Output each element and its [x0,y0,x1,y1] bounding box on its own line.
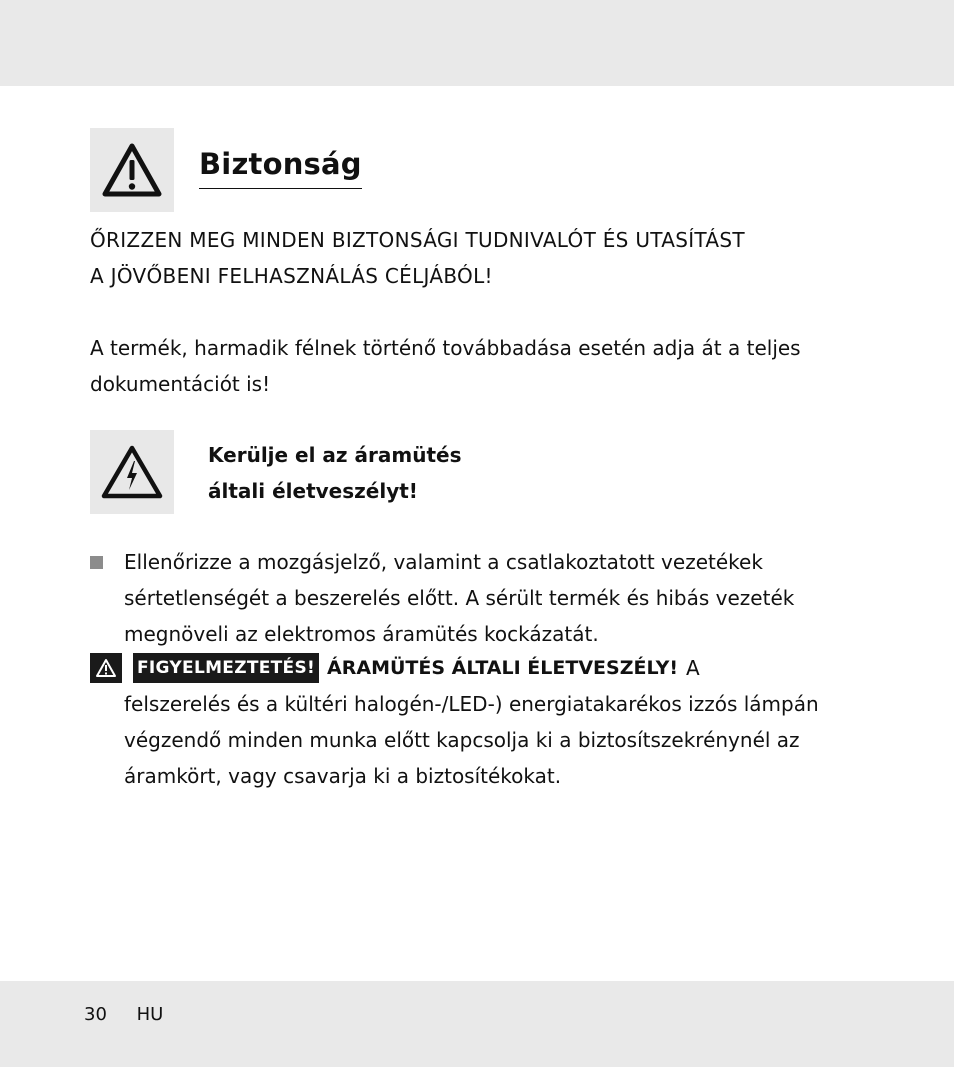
safety-notice [90,222,880,294]
warning-caps-text: ÁRAMÜTÉS ÁLTALI ÉLETVESZÉLY! [327,657,679,679]
bullet-square-icon [90,556,103,569]
warning-line: végzendő minden munka előtt kapcsolja ki a biztosítszekrénynél az [124,728,800,752]
warning-line: áramkört, vagy csavarja ki a biztosítékokat. [124,764,562,788]
language-code: HU [136,1004,164,1025]
paragraph-line: A termék, harmadik félnek történő továbbadása esetén adja át a teljes [90,336,801,360]
bullet-line: sértetlenségét a beszerelés előtt. A sérült termék és hibás vezeték [124,586,795,610]
bullet-text [124,544,880,652]
bullet-line: Ellenőrizze a mozgásjelző, valamint a csatlakoztatott vezetékek [124,550,763,574]
paragraph-line: dokumentációt is! [90,372,271,396]
warning-triangle-small-icon [90,653,122,683]
section-title: Biztonság [199,146,362,189]
warning-text-start: A [686,656,700,680]
handover-paragraph [90,330,880,402]
warning-label: FIGYELMEZTETÉS! [133,653,319,683]
electric-shock-icon [90,430,174,514]
shock-warning-line: Kerülje el az áramütés [208,443,462,467]
list-item [90,544,880,652]
top-band [0,0,954,86]
bullet-line: megnöveli az elektromos áramütés kockázatát. [124,622,599,646]
warning-line: felszerelés és a kültéri halogén-/LED-) energiatakarékos izzós lámpán [124,692,819,716]
safety-notice-line: A JÖVŐBENI FELHASZNÁLÁS CÉLJÁBÓL! [90,264,493,288]
shock-warning-heading [208,437,608,509]
safety-notice-line: ŐRIZZEN MEG MINDEN BIZTONSÁGI TUDNIVALÓT ÉS UTASÍTÁST [90,228,745,252]
page-number: 30 [84,1004,107,1025]
shock-warning-line: általi életveszélyt! [208,479,418,503]
warning-block [90,650,890,794]
warning-text [124,686,890,794]
warning-triangle-icon [90,128,174,212]
page-footer [84,1001,163,1029]
warning-first-line [90,650,890,686]
